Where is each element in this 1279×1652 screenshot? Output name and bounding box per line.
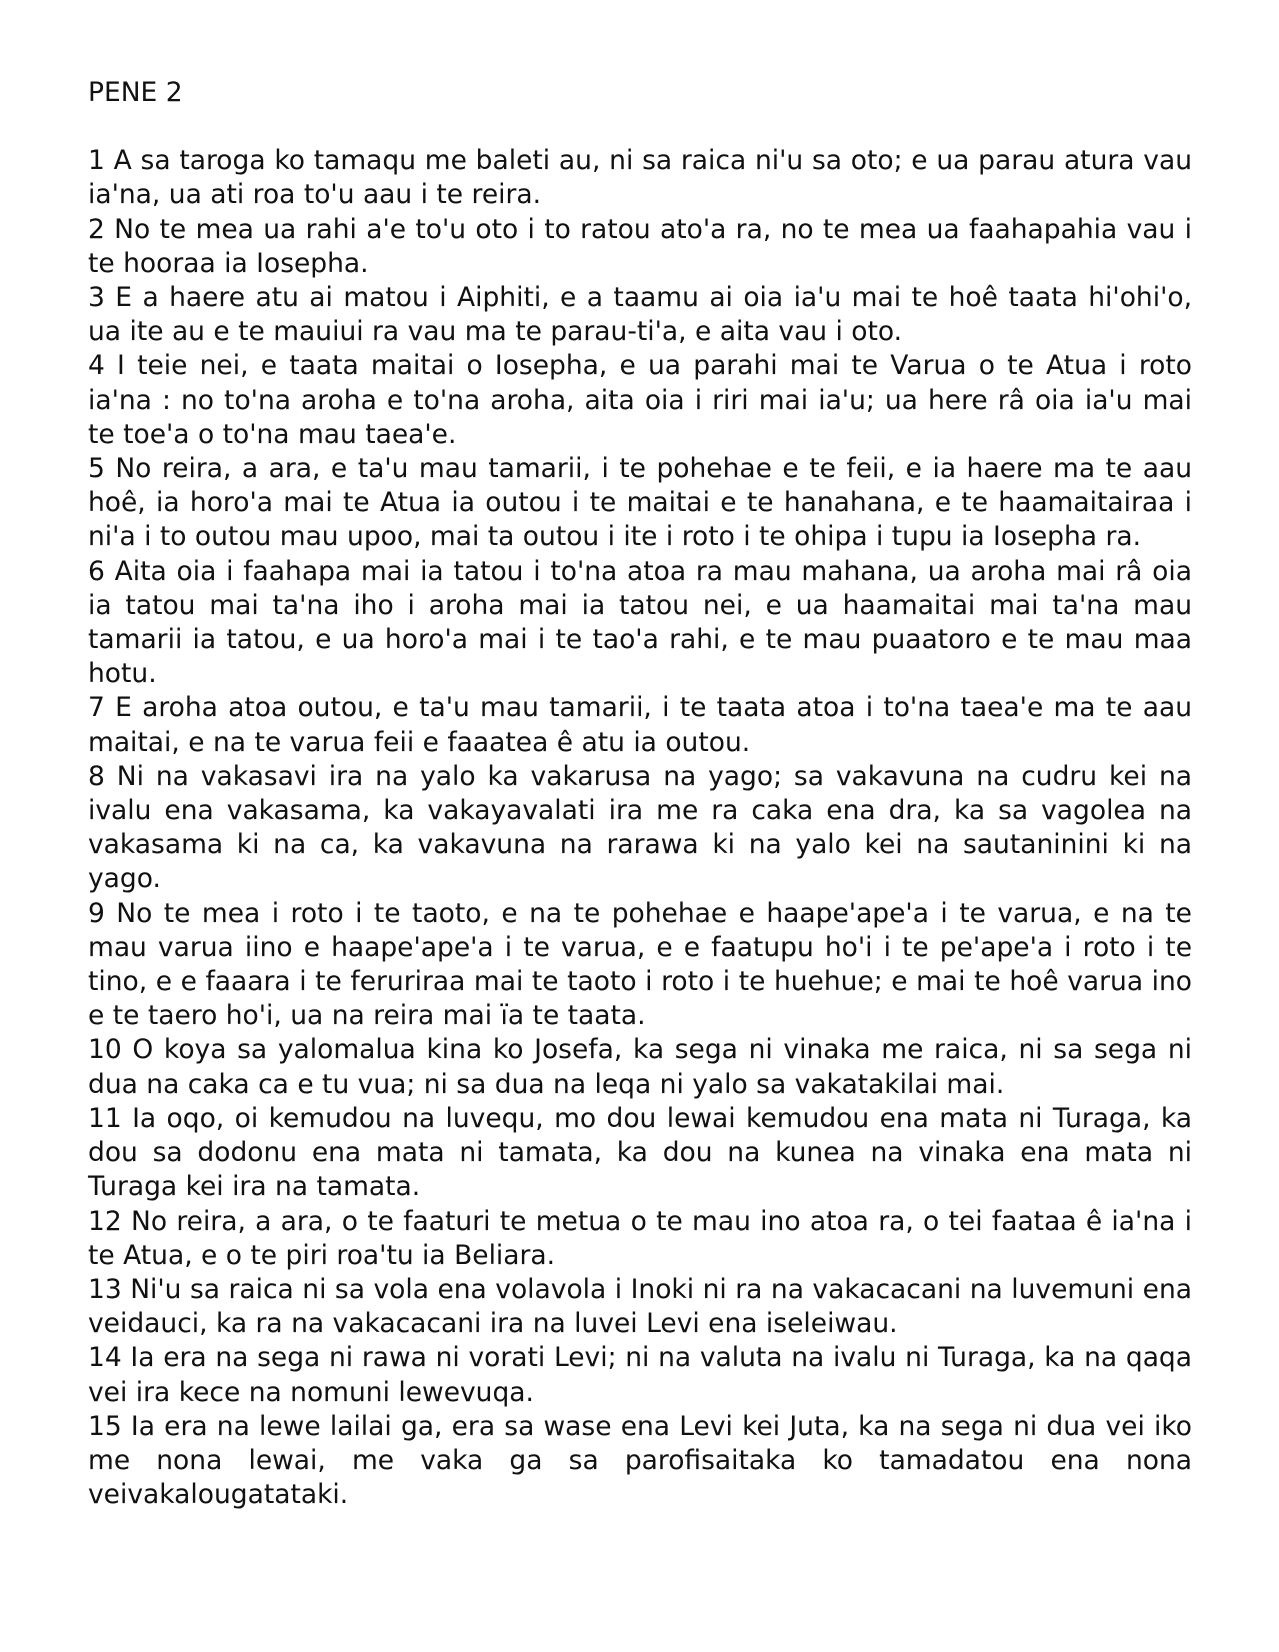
document-page <box>88 76 1192 1512</box>
chapter-heading: PENE 2 <box>88 77 183 108</box>
verse-12: 12 No reira, a ara, o te faaturi te metua o te mau ino atoa ra, o tei faataa ê ia'na i te Atua, e o te piri roa'tu ia Beliara. <box>88 1205 1192 1271</box>
verse-9: 9 No te mea i roto i te taoto, e na te pohehae e haape'ape'a i te varua, e na te mau varua iino e haape'ape'a i te varua, e e faatupu ho'i i te pe'ape'a i roto i te tino, e e faaara i te feruriraa mai te taoto i roto i te huehue; e mai te hoê varua ino e te taero ho'i, ua na reira mai ïa te taata. <box>88 897 1192 1032</box>
verse-11: 11 Ia oqo, oi kemudou na luvequ, mo dou lewai kemudou ena mata ni Turaga, ka dou sa dodonu ena mata ni tamata, ka dou na kunea na vinaka ena mata ni Turaga kei ira na tamata. <box>88 1102 1192 1203</box>
verse-13: 13 Ni'u sa raica ni sa vola ena volavola i Inoki ni ra na vakacacani na luvemuni ena veidauci, ka ra na vakacacani ira na luvei Levi ena iseleiwau. <box>88 1273 1192 1340</box>
verse-3: 3 E a haere atu ai matou i Aiphiti, e a taamu ai oia ia'u mai te hoê taata hi'ohi'o, ua ite au e te mauiui ra vau ma te parau-ti'a, e aita vau i oto. <box>88 282 1192 348</box>
verse-15: 15 Ia era na lewe lailai ga, era sa wase ena Levi kei Juta, ka na sega ni dua vei iko me nona lewai, me vaka ga sa parofisaitaka ko tamadatou ena nona veivakalougatataki. <box>88 1410 1192 1511</box>
verse-7: 7 E aroha atoa outou, e ta'u mau tamarii, i te taata atoa i to'na taea'e ma te aau maitai, e na te varua feii e faaatea ê atu ia outou. <box>88 692 1192 758</box>
verse-1: 1 A sa taroga ko tamaqu me baleti au, ni sa raica ni'u sa oto; e ua parau atura vau ia'na, ua ati roa to'u aau i te reira. <box>88 145 1192 211</box>
verse-14: 14 Ia era na sega ni rawa ni vorati Levi; ni na valuta na ivalu ni Turaga, ka na qaqa vei ira kece na nomuni lewevuqa. <box>88 1342 1192 1408</box>
verse-8: 8 Ni na vakasavi ira na yalo ka vakarusa na yago; sa vakavuna na cudru kei na ivalu ena vakasama, ka vakayavalati ira me ra caka ena dra, ka sa vagolea na vakasama ki na ca, ka vakavuna na rarawa ki na yalo kei na sautaninini ki na yago. <box>88 760 1192 895</box>
verse-6: 6 Aita oia i faahapa mai ia tatou i to'na atoa ra mau mahana, ua aroha mai râ oia ia tatou mai ta'na iho i aroha mai ia tatou nei, e ua haamaitai mai ta'na mau tamarii ia tatou, e ua horo'a mai i te tao'a rahi, e te mau puaatoro e te mau maa hotu. <box>88 555 1192 690</box>
verse-4: 4 I teie nei, e taata maitai o Iosepha, e ua parahi mai te Varua o te Atua i roto ia'na : no to'na aroha e to'na aroha, aita oia i riri mai ia'u; ua here râ oia ia'u mai te toe'a o to'na mau taea'e. <box>88 350 1192 450</box>
verse-5: 5 No reira, a ara, e ta'u mau tamarii, i te pohehae e te feii, e ia haere ma te aau hoê, ia horo'a mai te Atua ia outou i te maitai e te hanahana, e te haamaitairaa i ni'a i to outou mau upoo, mai ta outou i ite i roto i te ohipa i tupu ia Iosepha ra. <box>88 453 1192 553</box>
verse-2: 2 No te mea ua rahi a'e to'u oto i to ratou ato'a ra, no te mea ua faahapahia vau i te hooraa ia Iosepha. <box>88 213 1192 279</box>
verse-10: 10 O koya sa yalomalua kina ko Josefa, ka sega ni vinaka me raica, ni sa sega ni dua na caka ca e tu vua; ni sa dua na leqa ni yalo sa vakatakilai mai. <box>88 1034 1192 1100</box>
